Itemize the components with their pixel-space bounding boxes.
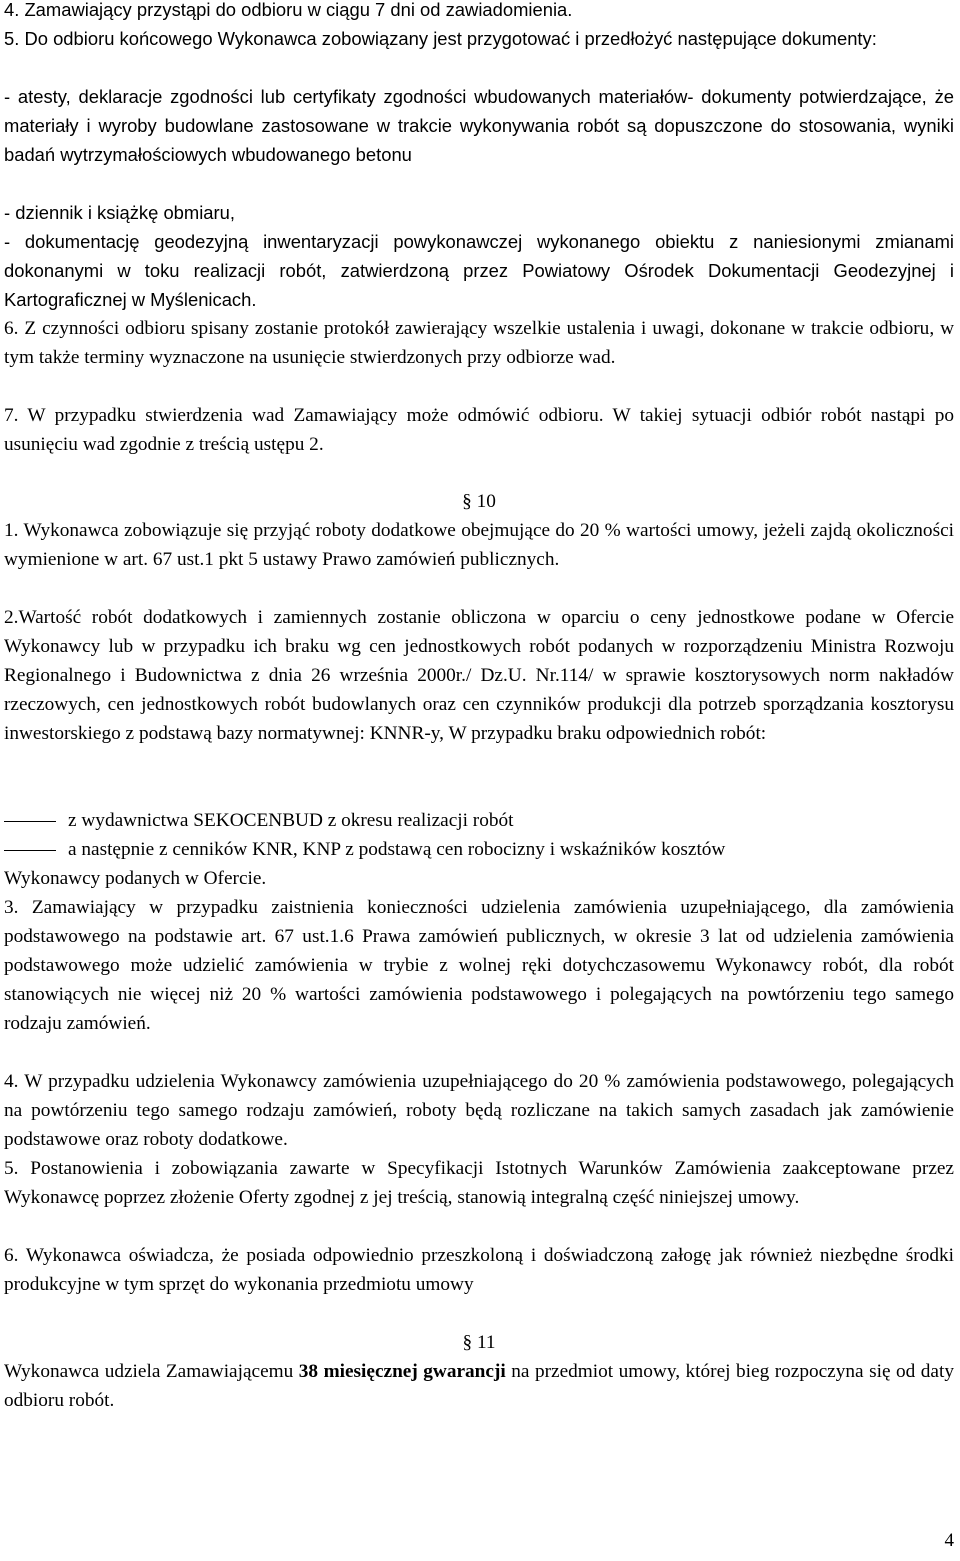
section-11-text-start: Wykonawca udziela Zamawiającemu bbox=[4, 1361, 299, 1382]
section-11-heading: § 11 bbox=[462, 1332, 496, 1353]
paragraph-5-dokumentacja: - dokumentację geodezyjną inwentaryzacji powykonawczej wykonanego obiektu z naniesionymi zmianami dokonanymi w toku realizacji robót, zatwierdzoną przez Powiatowy Ośrodek Dokumentacji Geodezyjnej i Kartograficznej w Myślenicach. bbox=[4, 231, 954, 310]
section-10-paragraph-2: 2.Wartość robót dodatkowych i zamiennych zostanie obliczona w oparciu o ceny jednostkowe podane w Ofercie Wykonawcy lub w przypadku ich braku wg cen jednostkowych robót podanych w rozporządzeniu Ministra Rozwoju Regionalnego i Budownictwa z dnia 26 września 2000r./ Dz.U. Nr.114/ w sprawie kosztorysowych norm nakładów rzeczowych, cen jednostkowych robót budowlanych oraz cen czynników produkcji dla potrzeb sporządzania kosztorysu inwestorskiego z podstawą bazy normatywnej: KNNR-y, W przypadku braku odpowiednich robót: bbox=[4, 607, 954, 744]
section-10-paragraph-3: 3. Zamawiający w przypadku zaistnienia konieczności udzielenia zamówienia uzupełniającego, dla zamówienia podstawowego na podstawie art. 67 ust.1.6 Prawa zamówień publicznych, w okresie 3 lat od udzielenia zamówienia podstawowego może udzielić zamówienia w trybie z wolnej ręki dotychczasowemu Wykonawcy robót, dla robót stanowiących nie więcej niż 20 % wartości zamówienia podstawowego i polegających na powtórzeniu tego samego rodzaju zamówień. bbox=[4, 897, 954, 1034]
dash-item-text: z wydawnictwa SEKOCENBUD z okresu realizacji robót bbox=[68, 810, 514, 831]
paragraph-5-atesty: - atesty, deklaracje zgodności lub certyfikaty zgodności wbudowanych materiałów- dokumenty potwierdzające, że materiały i wyroby budowlane zastosowane w trakcie wykonywania robót są dopuszczone do stosowania, wyniki badań wytrzymałościowych wbudowanego betonu bbox=[4, 86, 954, 165]
section-10-heading: § 10 bbox=[462, 491, 496, 512]
paragraph-5: 5. Do odbioru końcowego Wykonawca zobowiązany jest przygotować i przedłożyć następujące dokumenty: bbox=[4, 28, 877, 49]
dash-item-sekocenbud bbox=[4, 806, 954, 835]
dash-item-knr-continuation: Wykonawcy podanych w Ofercie. bbox=[4, 868, 267, 889]
paragraph-4: 4. Zamawiający przystąpi do odbioru w ciągu 7 dni od zawiadomienia. bbox=[4, 0, 573, 20]
warranty-period: 38 miesięcznej gwarancji bbox=[298, 1361, 506, 1382]
section-10-paragraph-6: 6. Wykonawca oświadcza, że posiada odpowiednio przeszkoloną i doświadczoną załogę jak również niezbędne środki produkcyjne w tym sprzęt do wykonania przedmiotu umowy bbox=[4, 1245, 954, 1295]
dash-item-knr bbox=[4, 835, 954, 864]
section-10-paragraph-5: 5. Postanowienia i zobowiązania zawarte w Specyfikacji Istotnych Warunków Zamówienia zaakceptowane przez Wykonawcę poprzez złożenie Oferty zgodnej z jej treścią, stanowią integralną część niniejszej umowy. bbox=[4, 1158, 954, 1208]
section-11-text-end: na przedmiot umowy, której bieg rozpoczyna się od daty odbioru robót. bbox=[4, 1361, 954, 1411]
section-10-paragraph-1: 1. Wykonawca zobowiązuje się przyjąć roboty dodatkowe obejmujące do 20 % wartości umowy, jeżeli zajdą okoliczności wymienione w art. 67 ust.1 pkt 5 ustawy Prawo zamówień publicznych. bbox=[4, 520, 954, 570]
dash-item-text: a następnie z cenników KNR, KNP z podstawą cen robocizny i wskaźników kosztów bbox=[68, 839, 726, 860]
paragraph-7: 7. W przypadku stwierdzenia wad Zamawiający może odmówić odbioru. W takiej sytuacji odbiór robót nastąpi po usunięciu wad zgodnie z treścią ustępu 2. bbox=[4, 405, 954, 455]
page-number: 4 bbox=[944, 1530, 954, 1551]
paragraph-5-dziennik: - dziennik i książkę obmiaru, bbox=[4, 202, 235, 223]
dash-bullet bbox=[4, 850, 56, 851]
dash-bullet bbox=[4, 821, 56, 822]
section-11-paragraph bbox=[4, 1357, 954, 1415]
paragraph-6: 6. Z czynności odbioru spisany zostanie protokół zawierający wszelkie ustalenia i uwagi, dokonane w trakcie odbioru, w tym także terminy wyznaczone na usunięcie stwierdzonych przy odbiorze wad. bbox=[4, 318, 954, 368]
section-10-paragraph-4: 4. W przypadku udzielenia Wykonawcy zamówienia uzupełniającego do 20 % zamówienia podstawowego, polegających na powtórzeniu tego samego rodzaju zamówień, roboty będą rozliczane na takich samych zasadach jak zamówienie podstawowe oraz roboty dodatkowe. bbox=[4, 1071, 954, 1150]
